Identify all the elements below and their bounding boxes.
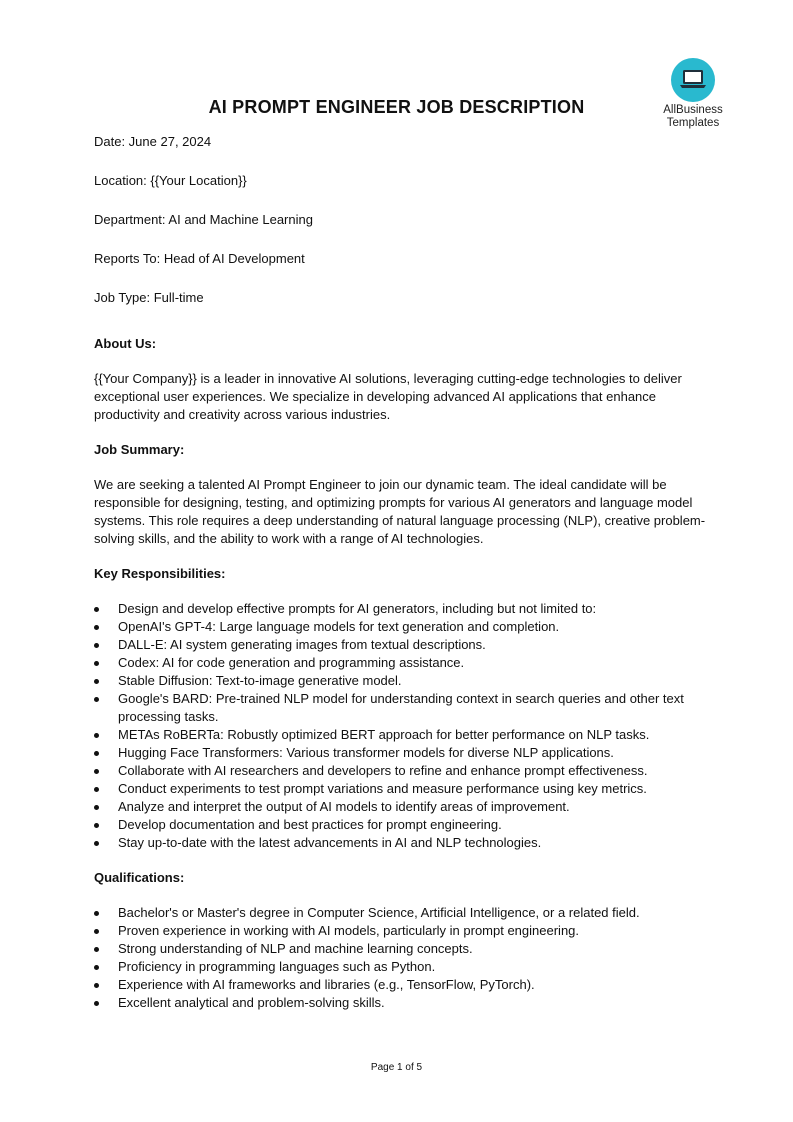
list-item: Strong understanding of NLP and machine learning concepts. <box>94 940 714 958</box>
list-item: Proficiency in programming languages such as Python. <box>94 958 714 976</box>
logo-text-line2: Templates <box>666 117 720 129</box>
logo-text-line1: AllBusiness <box>663 104 723 116</box>
list-item: Design and develop effective prompts for AI generators, including but not limited to: <box>94 600 714 618</box>
qualifications-heading: Qualifications: <box>94 870 185 885</box>
list-item: Stay up-to-date with the latest advancements in AI and NLP technologies. <box>94 834 714 852</box>
responsibilities-heading: Key Responsibilities: <box>94 566 226 581</box>
reports-to-line: Reports To: Head of AI Development <box>94 251 305 266</box>
laptop-icon <box>671 58 715 102</box>
summary-text: We are seeking a talented AI Prompt Engineer to join our dynamic team. The ideal candidate will be responsible for designing, testing, and optimizing prompts for various AI generators and language model systems. This role requires a deep understanding of natural language processing (NLP), creative problem-solving skills, and the ability to work with a range of AI technologies. <box>94 477 706 546</box>
list-item: Bachelor's or Master's degree in Computer Science, Artificial Intelligence, or a related field. <box>94 904 714 922</box>
list-item: OpenAI's GPT-4: Large language models for text generation and completion. <box>94 618 714 636</box>
document-title: AI PROMPT ENGINEER JOB DESCRIPTION <box>208 97 585 117</box>
list-item: Codex: AI for code generation and programming assistance. <box>94 654 714 672</box>
list-item: METAs RoBERTa: Robustly optimized BERT approach for better performance on NLP tasks. <box>94 726 714 744</box>
list-item: Conduct experiments to test prompt variations and measure performance using key metrics. <box>94 780 714 798</box>
list-item: Analyze and interpret the output of AI models to identify areas of improvement. <box>94 798 714 816</box>
list-item: Google's BARD: Pre-trained NLP model for understanding context in search queries and other text processing tasks. <box>94 690 714 726</box>
list-item: Develop documentation and best practices for prompt engineering. <box>94 816 714 834</box>
list-item: Excellent analytical and problem-solving skills. <box>94 994 714 1012</box>
qualifications-list <box>94 904 714 1012</box>
list-item: Stable Diffusion: Text-to-image generative model. <box>94 672 714 690</box>
list-item: DALL-E: AI system generating images from textual descriptions. <box>94 636 714 654</box>
location-line: Location: {{Your Location}} <box>94 173 247 188</box>
date-line: Date: June 27, 2024 <box>94 134 212 149</box>
summary-heading: Job Summary: <box>94 442 185 457</box>
about-text: {{Your Company}} is a leader in innovative AI solutions, leveraging cutting-edge technologies to deliver exceptional user experiences. We specialize in developing advanced AI applications that enhance productivity and creativity across various industries. <box>94 371 682 422</box>
allbusiness-logo[interactable] <box>655 58 731 130</box>
list-item: Hugging Face Transformers: Various transformer models for diverse NLP applications. <box>94 744 714 762</box>
responsibilities-list <box>94 600 714 852</box>
department-line: Department: AI and Machine Learning <box>94 212 313 227</box>
document-body <box>94 133 714 1012</box>
about-heading: About Us: <box>94 336 157 351</box>
list-item: Experience with AI frameworks and libraries (e.g., TensorFlow, PyTorch). <box>94 976 714 994</box>
job-type-line: Job Type: Full-time <box>94 290 204 305</box>
page-number: Page 1 of 5 <box>370 1062 423 1073</box>
list-item: Proven experience in working with AI models, particularly in prompt engineering. <box>94 922 714 940</box>
list-item: Collaborate with AI researchers and developers to refine and enhance prompt effectiveness. <box>94 762 714 780</box>
